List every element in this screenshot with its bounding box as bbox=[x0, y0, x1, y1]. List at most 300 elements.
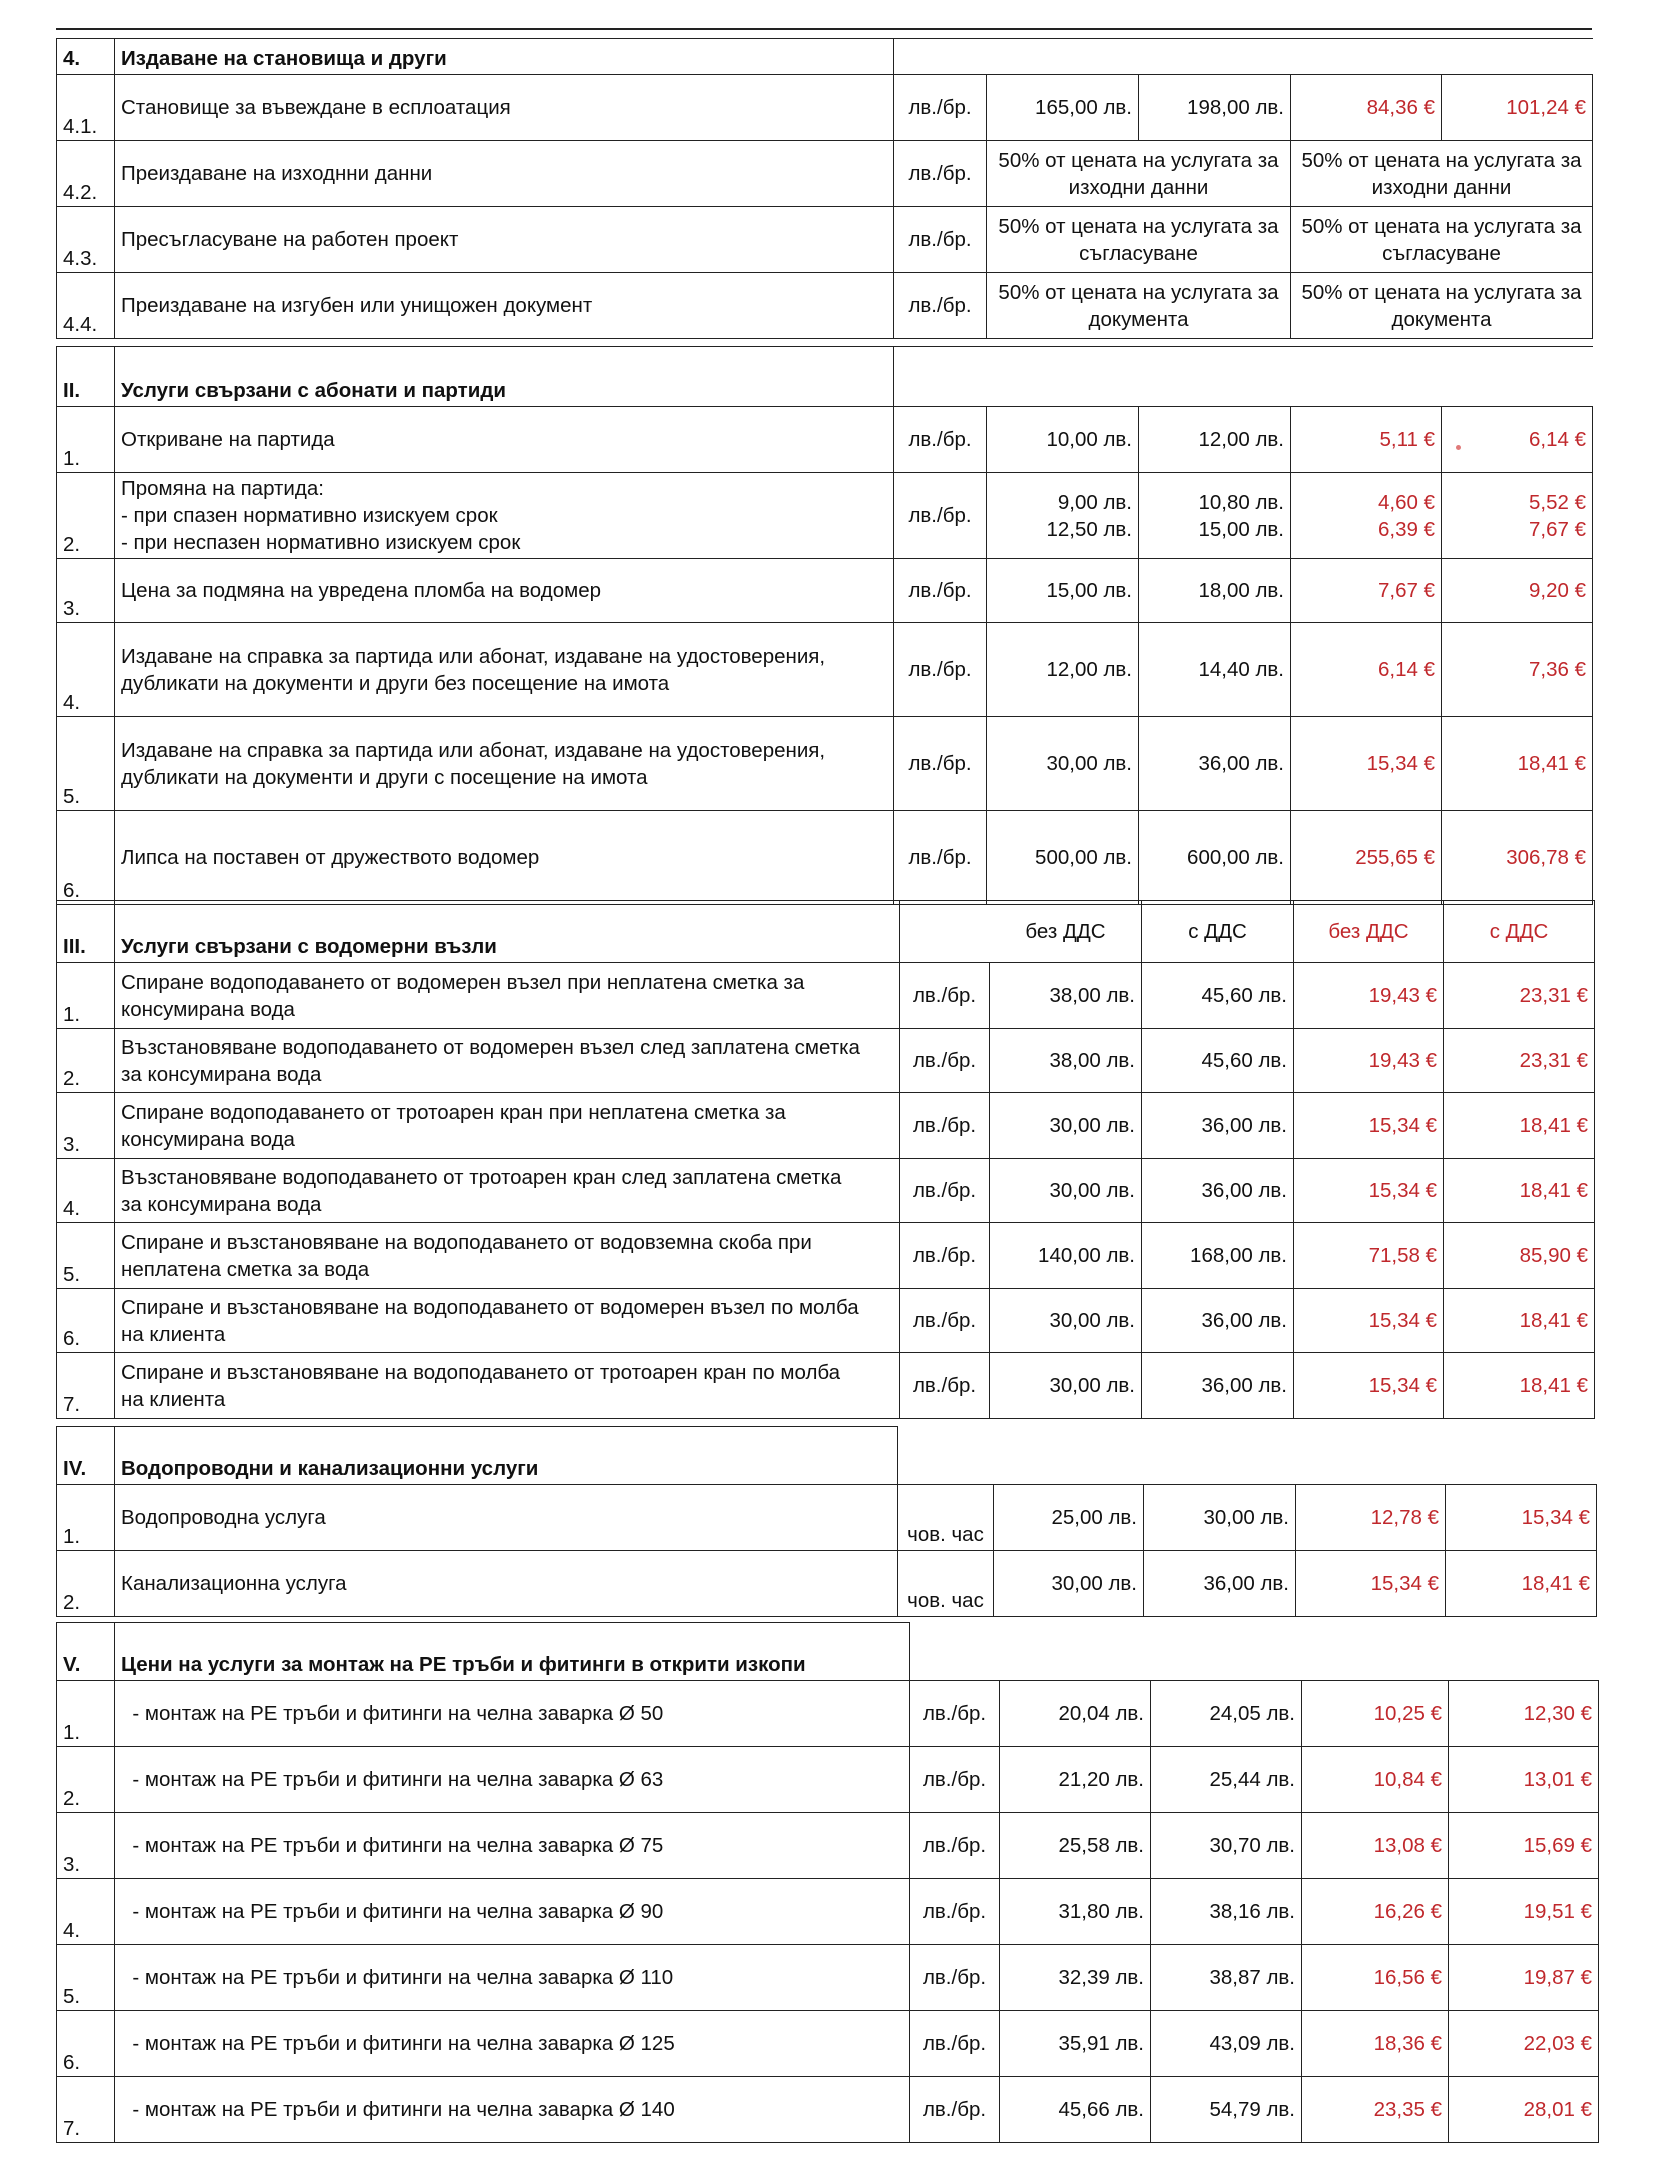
section-number: IV. bbox=[57, 1427, 115, 1485]
service-description-line: Спиране и възстановяване на водоподаването от водовземна скоба при bbox=[121, 1230, 812, 1254]
unit-of-measure: чов. час bbox=[898, 1485, 994, 1551]
unit-of-measure: лв./бр. bbox=[910, 1681, 1000, 1747]
price-bgn-with-vat-line: 15,00 лв. bbox=[1198, 517, 1284, 541]
price-bgn-with-vat-line: 14,40 лв. bbox=[1198, 658, 1284, 681]
price-bgn-no-vat-line: 38,00 лв. bbox=[1049, 1049, 1135, 1072]
price-bgn-no-vat bbox=[990, 1029, 1142, 1093]
price-bgn-no-vat-line: 20,04 лв. bbox=[1058, 1702, 1144, 1725]
price-eur-no-vat bbox=[1291, 75, 1442, 141]
unit-header-cell bbox=[900, 901, 990, 963]
price-eur-with-vat bbox=[1449, 1879, 1599, 1945]
service-description-line: за консумирана вода bbox=[121, 1062, 322, 1086]
service-description bbox=[115, 811, 894, 905]
price-row bbox=[57, 1289, 1595, 1353]
service-description-line: - монтаж на РЕ тръби и фитинги на челна заварка Ø 110 bbox=[121, 1966, 674, 1989]
service-description bbox=[115, 273, 894, 339]
price-eur-with-vat-line: 19,87 € bbox=[1523, 1966, 1592, 1989]
price-eur-with-vat bbox=[1442, 473, 1593, 559]
price-bgn-no-vat-line: 12,50 лв. bbox=[1046, 517, 1132, 541]
price-eur-with-vat-line: 85,90 € bbox=[1519, 1244, 1588, 1267]
service-description-line: - монтаж на РЕ тръби и фитинги на челна заварка Ø 75 bbox=[121, 1834, 664, 1857]
service-description-line: - при неспазен нормативно изискуем срок bbox=[121, 531, 521, 554]
service-description-line: на клиента bbox=[121, 1387, 226, 1411]
price-eur-no-vat bbox=[1294, 1223, 1444, 1289]
price-eur-with-vat bbox=[1444, 963, 1595, 1029]
price-eur-with-vat bbox=[1444, 1029, 1595, 1093]
price-eur-no-vat-line: 16,26 € bbox=[1373, 1900, 1442, 1923]
price-row bbox=[57, 1159, 1595, 1223]
price-bgn-no-vat bbox=[990, 1353, 1142, 1419]
service-description bbox=[115, 75, 894, 141]
price-eur-no-vat-line: 7,67 € bbox=[1378, 579, 1435, 602]
price-bgn-no-vat-line: 140,00 лв. bbox=[1038, 1244, 1135, 1267]
service-description bbox=[115, 717, 894, 811]
price-eur-no-vat bbox=[1291, 559, 1442, 623]
price-eur-no-vat-line: 16,56 € bbox=[1373, 1966, 1442, 1989]
price-bgn-no-vat-line: 30,00 лв. bbox=[1049, 1179, 1135, 1202]
price-eur-no-vat-line: 71,58 € bbox=[1368, 1244, 1437, 1267]
unit-of-measure: лв./бр. bbox=[900, 1093, 990, 1159]
price-bgn-no-vat bbox=[990, 963, 1142, 1029]
unit-of-measure: чов. час bbox=[898, 1551, 994, 1617]
service-description-line: - монтаж на РЕ тръби и фитинги на челна заварка Ø 90 bbox=[121, 1900, 664, 1923]
unit-of-measure: лв./бр. bbox=[900, 1223, 990, 1289]
price-eur-no-vat-line: 15,34 € bbox=[1368, 1179, 1437, 1202]
price-bgn-with-vat bbox=[1142, 1029, 1294, 1093]
unit-of-measure: лв./бр. bbox=[910, 1747, 1000, 1813]
service-description bbox=[115, 1029, 900, 1093]
price-eur-no-vat bbox=[1302, 1681, 1449, 1747]
service-description-line: неплатена сметка за вода bbox=[121, 1257, 370, 1281]
price-row bbox=[57, 1353, 1595, 1419]
price-bgn-no-vat bbox=[994, 1485, 1144, 1551]
price-eur-no-vat-line: 84,36 € bbox=[1366, 96, 1435, 119]
price-eur-with-vat-line: 18,41 € bbox=[1519, 1114, 1588, 1137]
service-description bbox=[115, 1353, 900, 1419]
price-eur-with-vat bbox=[1442, 623, 1593, 717]
price-bgn-with-vat-line: 168,00 лв. bbox=[1190, 1244, 1287, 1267]
eur-vat-header: с ДДС bbox=[1444, 901, 1595, 963]
eur-price-note bbox=[1291, 273, 1593, 339]
row-number: 1. bbox=[57, 963, 115, 1029]
price-eur-with-vat bbox=[1449, 1681, 1599, 1747]
price-eur-no-vat bbox=[1302, 1747, 1449, 1813]
price-eur-no-vat bbox=[1294, 1353, 1444, 1419]
service-description bbox=[115, 2011, 910, 2077]
price-bgn-with-vat bbox=[1151, 1747, 1302, 1813]
price-eur-no-vat bbox=[1291, 717, 1442, 811]
price-bgn-no-vat bbox=[1000, 2011, 1151, 2077]
eur-price-note bbox=[1291, 141, 1593, 207]
price-bgn-with-vat-line: 38,16 лв. bbox=[1209, 1900, 1295, 1923]
service-description bbox=[115, 1289, 900, 1353]
bgn-price-note bbox=[987, 273, 1291, 339]
price-bgn-with-vat bbox=[1139, 717, 1291, 811]
price-bgn-with-vat-line: 45,60 лв. bbox=[1201, 984, 1287, 1007]
price-eur-no-vat bbox=[1302, 1879, 1449, 1945]
price-eur-no-vat bbox=[1291, 623, 1442, 717]
row-number: 4.2. bbox=[57, 141, 115, 207]
price-bgn-with-vat bbox=[1139, 75, 1291, 141]
price-bgn-with-vat-line: 43,09 лв. bbox=[1209, 2032, 1295, 2055]
price-eur-no-vat-line: 6,14 € bbox=[1378, 658, 1435, 681]
section-number: II. bbox=[57, 347, 115, 407]
price-bgn-no-vat bbox=[987, 407, 1139, 473]
bgn-price-note-line: изходни данни bbox=[1068, 175, 1209, 199]
row-number: 1. bbox=[57, 1681, 115, 1747]
service-description-line: Становище за въвеждане в есплоатация bbox=[121, 96, 511, 119]
price-eur-with-vat-line: 28,01 € bbox=[1523, 2098, 1592, 2121]
price-bgn-no-vat bbox=[990, 1289, 1142, 1353]
service-description-line: консумирана вода bbox=[121, 1127, 295, 1151]
stray-red-dot bbox=[1456, 445, 1461, 450]
bgn-price-note-line: 50% от цената на услугата за bbox=[998, 280, 1279, 304]
service-description-line: Водопроводна услуга bbox=[121, 1506, 326, 1529]
price-bgn-with-vat bbox=[1139, 473, 1291, 559]
price-bgn-with-vat bbox=[1151, 1681, 1302, 1747]
price-eur-with-vat-line: 18,41 € bbox=[1519, 1309, 1588, 1332]
eur-price-note-line: 50% от цената на услугата за bbox=[1301, 280, 1582, 304]
price-eur-with-vat-line: 5,52 € bbox=[1529, 490, 1587, 514]
price-bgn-with-vat-line: 38,87 лв. bbox=[1209, 1966, 1295, 1989]
row-number: 1. bbox=[57, 407, 115, 473]
section-title: Издаване на становища и други bbox=[115, 39, 894, 75]
section-title: Цени на услуги за монтаж на РЕ тръби и фитинги в открити изкопи bbox=[115, 1623, 910, 1681]
price-eur-no-vat bbox=[1294, 1289, 1444, 1353]
price-eur-with-vat-line: 18,41 € bbox=[1517, 752, 1587, 775]
price-bgn-no-vat-line: 30,00 лв. bbox=[1049, 1114, 1135, 1137]
price-eur-with-vat bbox=[1444, 1353, 1595, 1419]
row-number: 2. bbox=[57, 1551, 115, 1617]
unit-of-measure: лв./бр. bbox=[910, 1945, 1000, 2011]
bgn-vat-header: с ДДС bbox=[1142, 901, 1294, 963]
price-bgn-no-vat-line: 32,39 лв. bbox=[1058, 1966, 1144, 1989]
eur-price-note bbox=[1291, 207, 1593, 273]
price-eur-no-vat-line: 6,39 € bbox=[1378, 517, 1435, 541]
price-table-pe-pipe-installation bbox=[56, 1622, 1599, 2143]
bgn-price-note-line: 50% от цената на услугата за bbox=[998, 214, 1279, 238]
eur-price-note-line: 50% от цената на услугата за bbox=[1301, 214, 1582, 238]
price-bgn-with-vat bbox=[1151, 1813, 1302, 1879]
price-bgn-no-vat-line: 45,66 лв. bbox=[1058, 2098, 1144, 2121]
row-number: 5. bbox=[57, 1945, 115, 2011]
price-row bbox=[57, 75, 1593, 141]
price-bgn-with-vat bbox=[1142, 1289, 1294, 1353]
price-eur-no-vat-line: 18,36 € bbox=[1373, 2032, 1442, 2055]
service-description bbox=[115, 141, 894, 207]
unit-of-measure: лв./бр. bbox=[894, 559, 987, 623]
price-bgn-with-vat-line: 36,00 лв. bbox=[1201, 1179, 1287, 1202]
price-bgn-no-vat bbox=[987, 811, 1139, 905]
service-description-line: Възстановяване водоподаването от водомерен възел след заплатена сметка bbox=[121, 1035, 860, 1059]
price-eur-no-vat-line: 10,84 € bbox=[1373, 1768, 1442, 1791]
top-rule bbox=[56, 28, 1592, 30]
price-bgn-no-vat bbox=[1000, 1945, 1151, 2011]
price-table-subscriber-services bbox=[56, 346, 1593, 905]
service-description bbox=[115, 1093, 900, 1159]
service-description bbox=[115, 559, 894, 623]
price-bgn-no-vat-line: 30,00 лв. bbox=[1051, 1572, 1137, 1595]
unit-of-measure: лв./бр. bbox=[894, 141, 987, 207]
price-bgn-no-vat-line: 30,00 лв. bbox=[1046, 752, 1132, 775]
price-eur-no-vat-line: 10,25 € bbox=[1373, 1702, 1442, 1725]
section-title: Водопроводни и канализационни услуги bbox=[115, 1427, 898, 1485]
price-eur-no-vat bbox=[1302, 1945, 1449, 2011]
price-eur-with-vat-line: 13,01 € bbox=[1523, 1768, 1592, 1791]
price-row bbox=[57, 1681, 1599, 1747]
price-table-plumbing-sewerage-services bbox=[56, 1426, 1597, 1617]
price-bgn-with-vat bbox=[1139, 811, 1291, 905]
price-eur-no-vat bbox=[1302, 2011, 1449, 2077]
section-number: 4. bbox=[57, 39, 115, 75]
unit-of-measure: лв./бр. bbox=[910, 1813, 1000, 1879]
price-eur-with-vat-line: 6,14 € bbox=[1529, 428, 1587, 451]
service-description-line: - монтаж на РЕ тръби и фитинги на челна заварка Ø 63 bbox=[121, 1768, 664, 1791]
price-bgn-with-vat-line: 36,00 лв. bbox=[1198, 752, 1284, 775]
service-description bbox=[115, 1551, 898, 1617]
row-number: 4.3. bbox=[57, 207, 115, 273]
price-eur-with-vat-line: 9,20 € bbox=[1529, 579, 1587, 602]
price-bgn-with-vat bbox=[1139, 623, 1291, 717]
row-number: 2. bbox=[57, 1747, 115, 1813]
price-eur-with-vat-line: 7,67 € bbox=[1529, 517, 1587, 541]
price-bgn-no-vat bbox=[1000, 1813, 1151, 1879]
service-description bbox=[115, 1813, 910, 1879]
price-bgn-with-vat bbox=[1151, 2077, 1302, 2143]
price-eur-no-vat-line: 19,43 € bbox=[1368, 984, 1437, 1007]
section-header-blank bbox=[894, 347, 1593, 407]
price-eur-no-vat bbox=[1296, 1485, 1446, 1551]
price-bgn-no-vat bbox=[994, 1551, 1144, 1617]
price-row bbox=[57, 623, 1593, 717]
price-row bbox=[57, 1223, 1595, 1289]
price-bgn-no-vat bbox=[987, 473, 1139, 559]
section-header-row bbox=[57, 901, 1595, 963]
row-number: 4.4. bbox=[57, 273, 115, 339]
price-eur-with-vat bbox=[1442, 75, 1593, 141]
price-bgn-no-vat-line: 30,00 лв. bbox=[1049, 1309, 1135, 1332]
price-eur-no-vat-line: 12,78 € bbox=[1370, 1506, 1439, 1529]
price-eur-no-vat-line: 15,34 € bbox=[1368, 1114, 1437, 1137]
unit-of-measure: лв./бр. bbox=[894, 473, 987, 559]
eur-price-note-line: изходни данни bbox=[1371, 175, 1512, 199]
price-bgn-with-vat-line: 30,70 лв. bbox=[1209, 1834, 1295, 1857]
row-number: 6. bbox=[57, 811, 115, 905]
price-bgn-with-vat bbox=[1142, 1223, 1294, 1289]
price-bgn-with-vat-line: 36,00 лв. bbox=[1201, 1309, 1287, 1332]
section-header-row bbox=[57, 1623, 1599, 1681]
price-bgn-with-vat-line: 24,05 лв. bbox=[1209, 1702, 1295, 1725]
price-eur-with-vat bbox=[1442, 811, 1593, 905]
row-number: 4. bbox=[57, 623, 115, 717]
price-bgn-no-vat bbox=[1000, 1879, 1151, 1945]
unit-of-measure: лв./бр. bbox=[894, 75, 987, 141]
unit-of-measure: лв./бр. bbox=[900, 1353, 990, 1419]
price-eur-no-vat-line: 23,35 € bbox=[1373, 2098, 1442, 2121]
price-row bbox=[57, 141, 1593, 207]
price-eur-with-vat bbox=[1449, 2011, 1599, 2077]
row-number: 4. bbox=[57, 1879, 115, 1945]
price-bgn-no-vat-line: 25,00 лв. bbox=[1051, 1506, 1137, 1529]
unit-of-measure: лв./бр. bbox=[900, 1159, 990, 1223]
price-row bbox=[57, 1747, 1599, 1813]
price-bgn-no-vat-line: 12,00 лв. bbox=[1046, 658, 1132, 681]
eur-price-note-line: 50% от цената на услугата за bbox=[1301, 148, 1582, 172]
price-row bbox=[57, 2077, 1599, 2143]
price-bgn-no-vat bbox=[1000, 1681, 1151, 1747]
unit-of-measure: лв./бр. bbox=[900, 963, 990, 1029]
price-row bbox=[57, 1485, 1597, 1551]
price-row bbox=[57, 1813, 1599, 1879]
price-bgn-with-vat-line: 25,44 лв. bbox=[1209, 1768, 1295, 1791]
price-eur-with-vat bbox=[1449, 2077, 1599, 2143]
price-bgn-with-vat-line: 36,00 лв. bbox=[1203, 1572, 1289, 1595]
row-number: 2. bbox=[57, 1029, 115, 1093]
price-bgn-no-vat-line: 25,58 лв. bbox=[1058, 1834, 1144, 1857]
service-description-line: Издаване на справка за партида или абонат, издаване на удостоверения, bbox=[121, 644, 826, 668]
row-number: 4. bbox=[57, 1159, 115, 1223]
price-bgn-with-vat-line: 600,00 лв. bbox=[1187, 846, 1284, 869]
price-eur-with-vat bbox=[1444, 1159, 1595, 1223]
price-bgn-no-vat-line: 31,80 лв. bbox=[1058, 1900, 1144, 1923]
row-number: 5. bbox=[57, 717, 115, 811]
row-number: 4.1. bbox=[57, 75, 115, 141]
service-description-line: - монтаж на РЕ тръби и фитинги на челна заварка Ø 125 bbox=[121, 2032, 675, 2055]
price-row bbox=[57, 2011, 1599, 2077]
price-row bbox=[57, 963, 1595, 1029]
unit-of-measure: лв./бр. bbox=[894, 207, 987, 273]
service-description-line: Спиране и възстановяване на водоподаването от водомерен възел по молба bbox=[121, 1295, 859, 1319]
price-bgn-with-vat bbox=[1139, 559, 1291, 623]
price-bgn-with-vat-line: 36,00 лв. bbox=[1201, 1374, 1287, 1397]
row-number: 3. bbox=[57, 559, 115, 623]
row-number: 7. bbox=[57, 1353, 115, 1419]
service-description-line: Пресъгласуване на работен проект bbox=[121, 228, 459, 251]
price-bgn-no-vat bbox=[987, 623, 1139, 717]
price-eur-with-vat bbox=[1449, 1945, 1599, 2011]
price-bgn-no-vat-line: 21,20 лв. bbox=[1058, 1768, 1144, 1791]
unit-of-measure: лв./бр. bbox=[910, 1879, 1000, 1945]
price-eur-no-vat bbox=[1291, 811, 1442, 905]
service-description-line: Спиране водоподаването от тротоарен кран при неплатена сметка за bbox=[121, 1100, 786, 1124]
service-description-line: - при спазен нормативно изискуем срок bbox=[121, 504, 498, 527]
service-description bbox=[115, 1223, 900, 1289]
section-header-blank bbox=[910, 1623, 1599, 1681]
price-eur-with-vat-line: 7,36 € bbox=[1529, 658, 1587, 681]
price-bgn-with-vat bbox=[1142, 1353, 1294, 1419]
price-bgn-no-vat-line: 9,00 лв. bbox=[1057, 490, 1132, 514]
price-eur-with-vat bbox=[1449, 1813, 1599, 1879]
price-bgn-with-vat-line: 198,00 лв. bbox=[1187, 96, 1284, 119]
price-bgn-no-vat bbox=[1000, 2077, 1151, 2143]
unit-of-measure: лв./бр. bbox=[894, 811, 987, 905]
unit-of-measure: лв./бр. bbox=[900, 1289, 990, 1353]
service-description bbox=[115, 963, 900, 1029]
price-bgn-no-vat bbox=[1000, 1747, 1151, 1813]
price-eur-no-vat bbox=[1294, 963, 1444, 1029]
service-description bbox=[115, 1681, 910, 1747]
service-description-line: Спиране и възстановяване на водоподаването от тротоарен кран по молба bbox=[121, 1360, 841, 1384]
price-row bbox=[57, 1879, 1599, 1945]
price-bgn-with-vat bbox=[1142, 1093, 1294, 1159]
row-number: 1. bbox=[57, 1485, 115, 1551]
section-header-row bbox=[57, 347, 1593, 407]
price-bgn-no-vat bbox=[987, 717, 1139, 811]
price-bgn-with-vat bbox=[1151, 1879, 1302, 1945]
service-description-line: на клиента bbox=[121, 1322, 226, 1346]
section-header-blank bbox=[894, 39, 1593, 75]
price-bgn-no-vat bbox=[990, 1223, 1142, 1289]
price-bgn-with-vat bbox=[1142, 963, 1294, 1029]
price-eur-with-vat-line: 101,24 € bbox=[1506, 96, 1587, 119]
price-bgn-with-vat bbox=[1139, 407, 1291, 473]
price-eur-no-vat-line: 5,11 € bbox=[1379, 428, 1435, 451]
price-eur-with-vat-line: 18,41 € bbox=[1521, 1572, 1590, 1595]
price-eur-no-vat bbox=[1294, 1159, 1444, 1223]
price-bgn-with-vat-line: 18,00 лв. bbox=[1198, 579, 1284, 602]
price-table-issuing-opinions bbox=[56, 38, 1593, 339]
price-bgn-no-vat bbox=[987, 559, 1139, 623]
price-row bbox=[57, 559, 1593, 623]
price-row bbox=[57, 811, 1593, 905]
price-eur-with-vat bbox=[1446, 1551, 1597, 1617]
row-number: 6. bbox=[57, 2011, 115, 2077]
price-eur-with-vat-line: 15,69 € bbox=[1523, 1834, 1592, 1857]
price-bgn-with-vat-line: 54,79 лв. bbox=[1209, 2098, 1295, 2121]
price-bgn-with-vat bbox=[1151, 2011, 1302, 2077]
price-eur-with-vat-line: 23,31 € bbox=[1519, 984, 1588, 1007]
unit-of-measure: лв./бр. bbox=[910, 2011, 1000, 2077]
section-number: V. bbox=[57, 1623, 115, 1681]
row-number: 3. bbox=[57, 1093, 115, 1159]
unit-of-measure: лв./бр. bbox=[900, 1029, 990, 1093]
unit-of-measure: лв./бр. bbox=[894, 717, 987, 811]
service-description-line: Преиздаване на изгубен или унищожен документ bbox=[121, 294, 593, 317]
price-eur-with-vat-line: 22,03 € bbox=[1523, 2032, 1592, 2055]
unit-of-measure: лв./бр. bbox=[894, 407, 987, 473]
price-bgn-with-vat bbox=[1151, 1945, 1302, 2011]
unit-of-measure: лв./бр. bbox=[894, 273, 987, 339]
price-bgn-with-vat-line: 12,00 лв. bbox=[1198, 428, 1284, 451]
row-number: 7. bbox=[57, 2077, 115, 2143]
price-eur-no-vat-line: 19,43 € bbox=[1368, 1049, 1437, 1072]
section-header-row bbox=[57, 39, 1593, 75]
price-eur-with-vat-line: 18,41 € bbox=[1519, 1179, 1588, 1202]
service-description bbox=[115, 1747, 910, 1813]
service-description-line: Откриване на партида bbox=[121, 428, 335, 451]
price-eur-with-vat-line: 19,51 € bbox=[1523, 1900, 1592, 1923]
price-bgn-with-vat bbox=[1144, 1485, 1296, 1551]
price-eur-no-vat bbox=[1294, 1029, 1444, 1093]
price-eur-no-vat bbox=[1296, 1551, 1446, 1617]
price-eur-with-vat bbox=[1444, 1289, 1595, 1353]
price-bgn-with-vat-line: 36,00 лв. bbox=[1201, 1114, 1287, 1137]
price-eur-with-vat bbox=[1449, 1747, 1599, 1813]
price-bgn-no-vat bbox=[987, 75, 1139, 141]
price-row bbox=[57, 1029, 1595, 1093]
price-row bbox=[57, 273, 1593, 339]
price-eur-with-vat-line: 15,34 € bbox=[1521, 1506, 1590, 1529]
section-title: Услуги свързани с абонати и партиди bbox=[115, 347, 894, 407]
section-header-row bbox=[57, 1427, 1597, 1485]
price-row bbox=[57, 407, 1593, 473]
service-description-line: Издаване на справка за партида или абонат, издаване на удостоверения, bbox=[121, 738, 826, 762]
service-description bbox=[115, 473, 894, 559]
price-eur-with-vat bbox=[1442, 717, 1593, 811]
row-number: 6. bbox=[57, 1289, 115, 1353]
service-description-line: консумирана вода bbox=[121, 997, 295, 1021]
service-description-line: дубликати на документи и други без посещение на имота bbox=[121, 671, 670, 695]
